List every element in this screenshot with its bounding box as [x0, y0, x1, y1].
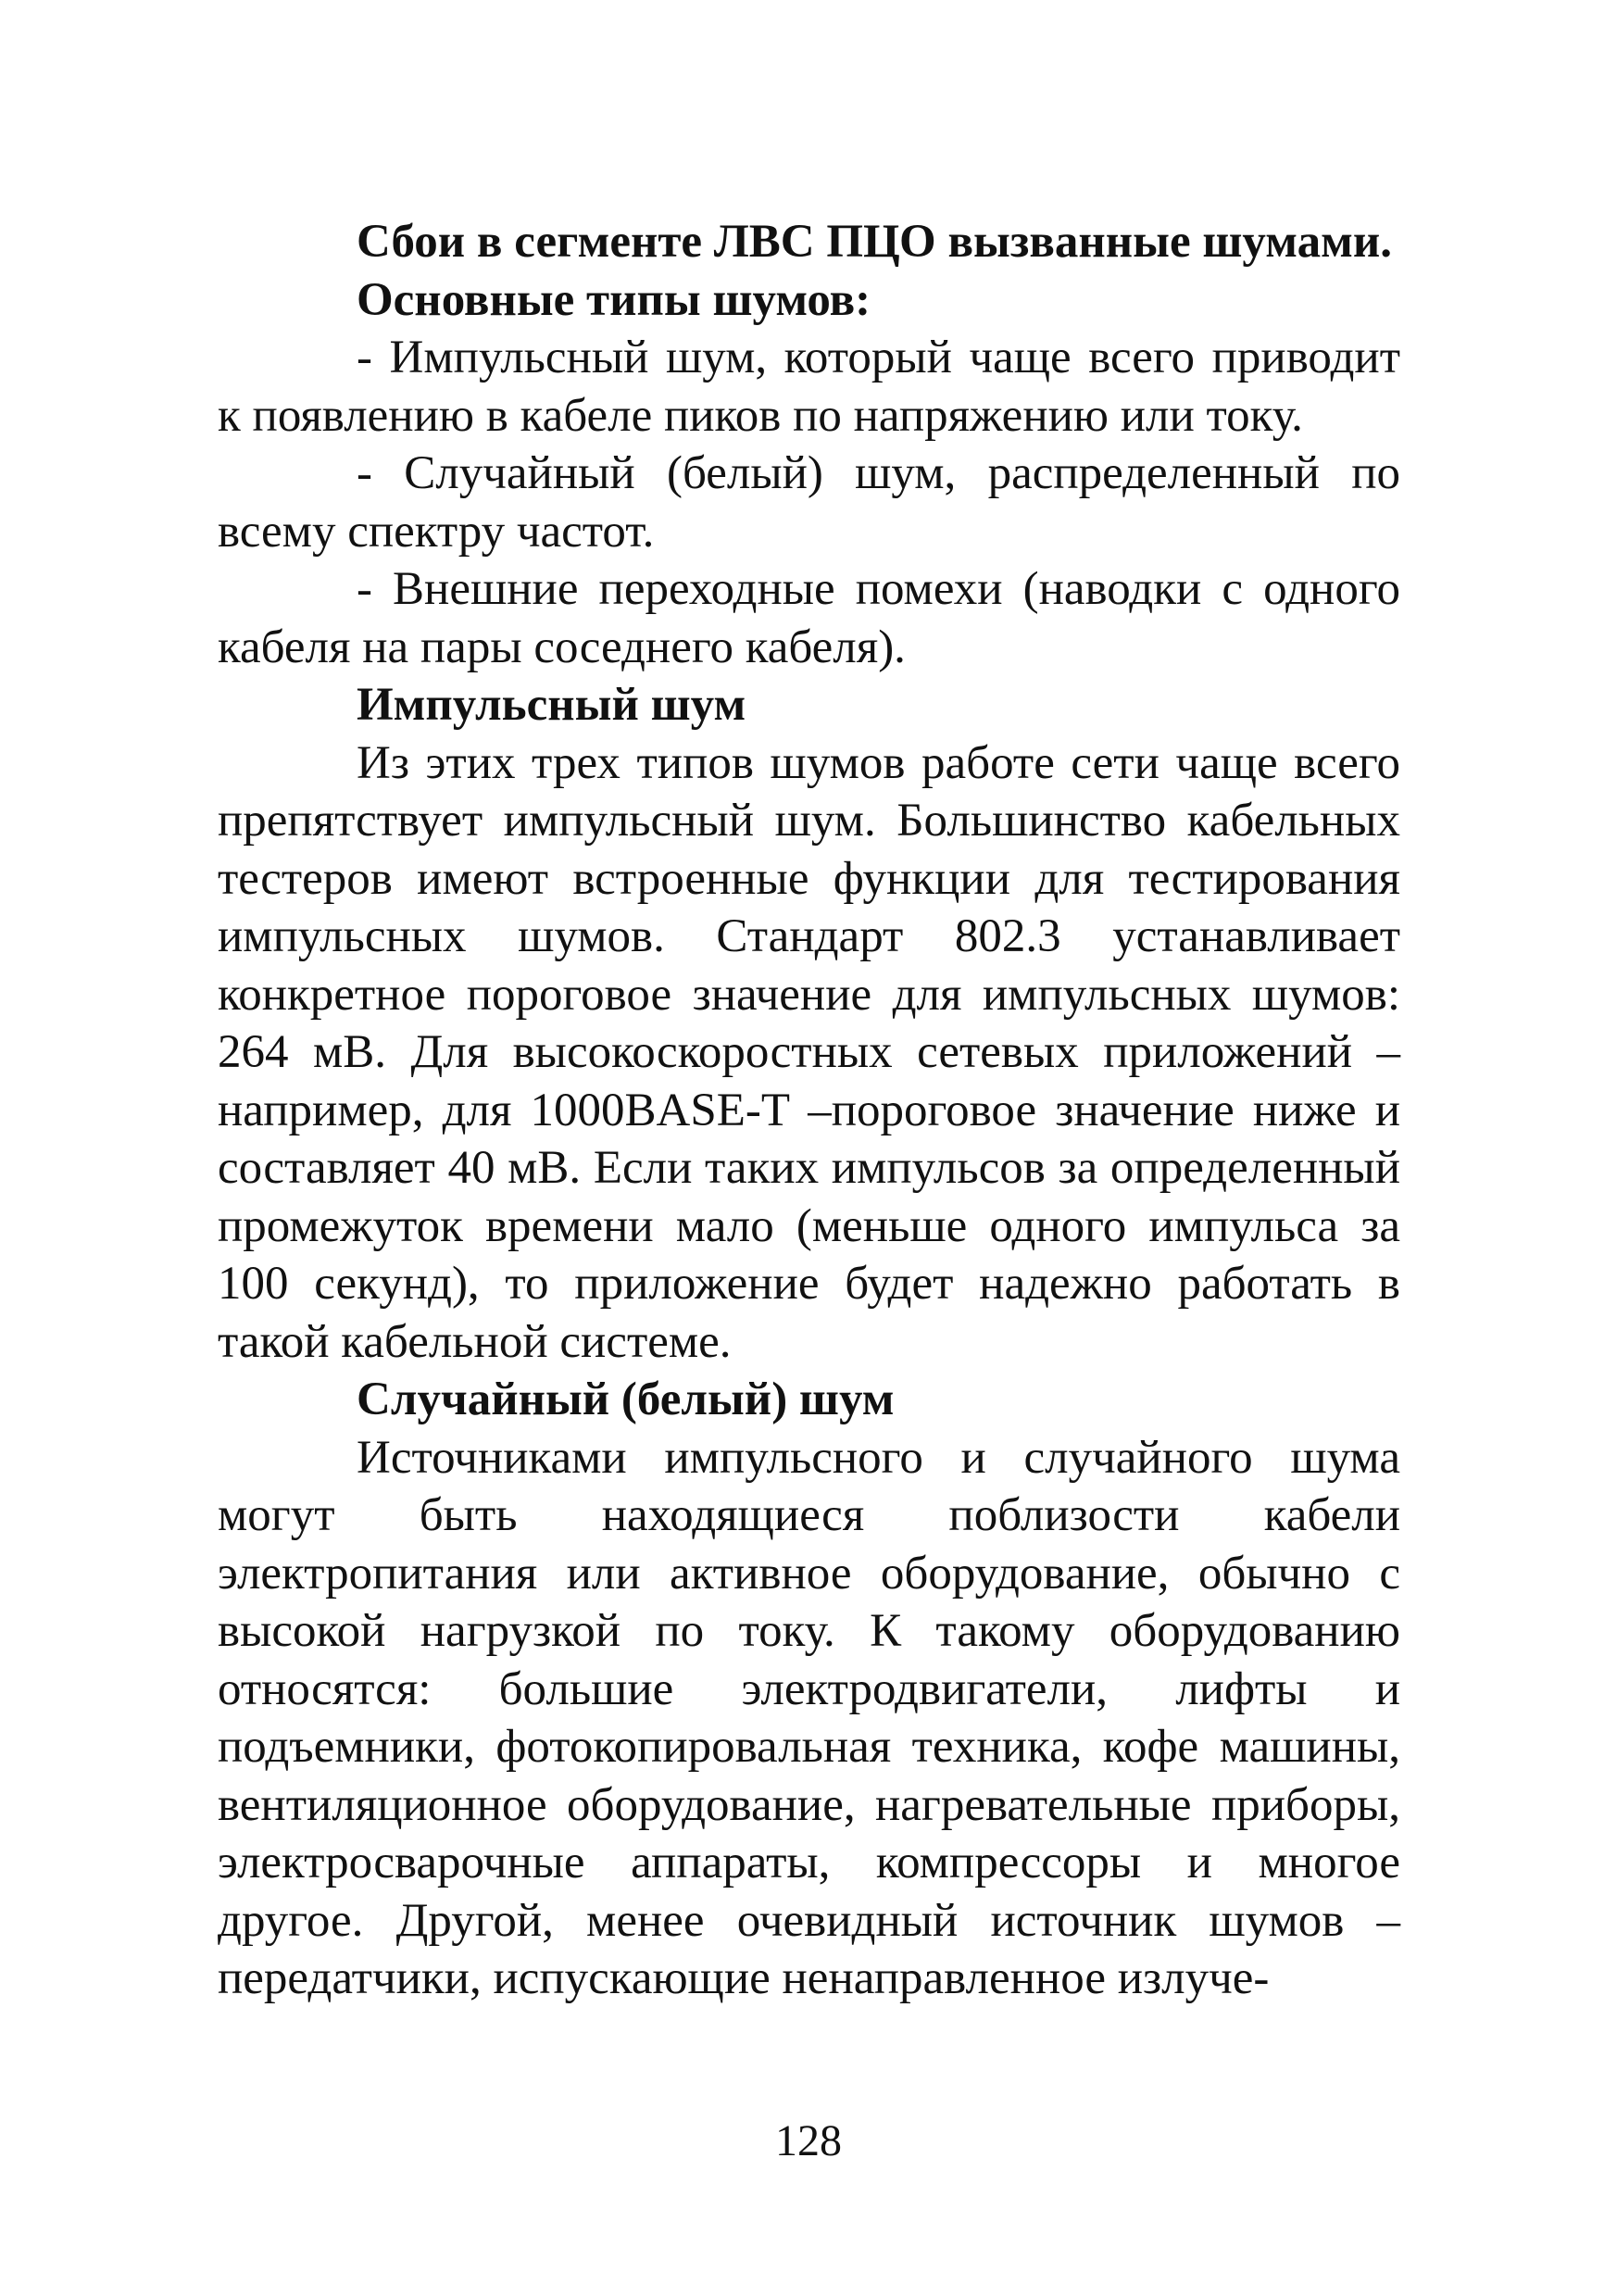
section-body-impulse-noise: Из этих трех типов шумов работе сети чаще всего препятствует импульсный шум. Большинство кабельных тестеров имеют встроенные функции для тестирования импульсных шумов. Стандарт 802.3 устанавливает конкретное пороговое значение для импульсных шумов: 264 мВ. Для высокоскоростных сетевых приложений – например, для 1000BASE-T –пороговое значение ниже и составляет 40 мВ. Если таких импульсов за определенный промежуток времени мало (меньше одного импульса за 100 секунд), то приложение будет надежно работать в такой кабельной системе.: [218, 736, 1400, 1368]
noise-type-item: - Случайный (белый) шум, распределенный по всему спектру частот.: [218, 447, 1400, 558]
noise-type-item: - Импульсный шум, который чаще всего приводит к появлению в кабеле пиков по напряжению или току.: [218, 332, 1400, 442]
page-body: [218, 213, 1400, 2008]
noise-types-heading: Основные типы шумов:: [357, 273, 871, 326]
page-title: Сбои в сегменте ЛВС ПЦО вызванные шумами.: [357, 216, 1392, 268]
page-number: 128: [775, 2116, 842, 2165]
noise-type-item: - Внешние переходные помехи (наводки с одного кабеля на пары соседнего кабеля).: [218, 563, 1400, 673]
section-body-white-noise: Источниками импульсного и случайного шума могут быть находящиеся поблизости кабели электропитания или активное оборудование, обычно с высокой нагрузкой по току. К такому оборудованию относятся: большие электродвигатели, лифты и подъемники, фотокопировальная техника, кофе машины, вентиляционное оборудование, нагревательные приборы, электросварочные аппараты, компрессоры и многое другое. Другой, менее очевидный источник шумов – передатчики, испускающие ненаправленное излуче-: [218, 1431, 1400, 2004]
section-heading-white-noise: Случайный (белый) шум: [357, 1374, 895, 1425]
section-heading-impulse-noise: Импульсный шум: [357, 679, 746, 731]
